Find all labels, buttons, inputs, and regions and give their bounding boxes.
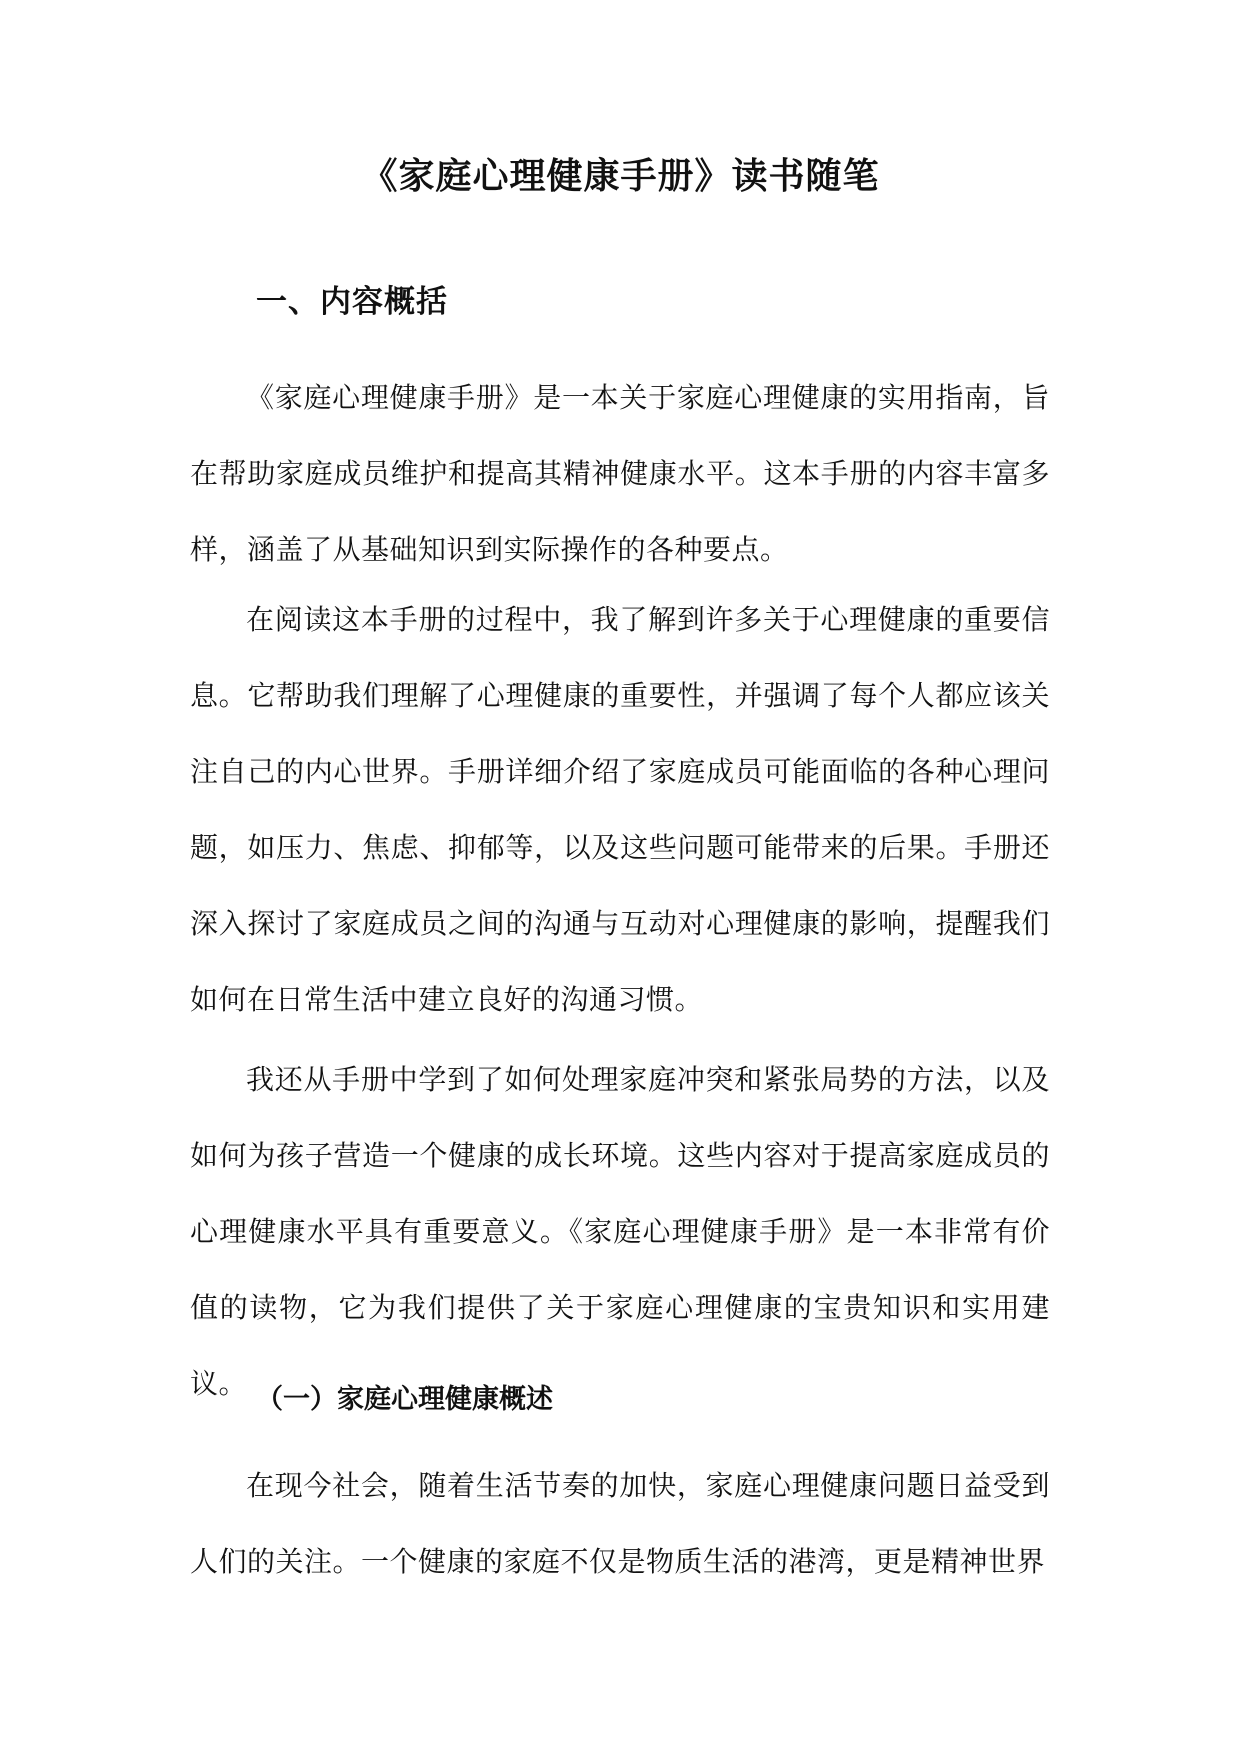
- body-paragraph: 《家庭心理健康手册》是一本关于家庭心理健康的实用指南，旨在帮助家庭成员维护和提高其精神健康水平。这本手册的内容丰富多样，涵盖了从基础知识到实际操作的各种要点。: [190, 381, 1050, 566]
- body-paragraph: 在现今社会，随着生活节奏的加快，家庭心理健康问题日益受到人们的关注。一个健康的家庭不仅是物质生活的港湾，更是精神世界: [190, 1469, 1050, 1578]
- body-paragraph: 我还从手册中学到了如何处理家庭冲突和紧张局势的方法，以及如何为孩子营造一个健康的成长环境。这些内容对于提高家庭成员的心理健康水平具有重要意义。《家庭心理健康手册》是一本非常有价值的读物，它为我们提供了关于家庭心理健康的宝贵知识和实用建议。: [190, 1063, 1050, 1400]
- document-title: 《家庭心理健康手册》读书随笔: [361, 155, 880, 197]
- subsection-heading-overview: （一）家庭心理健康概述: [256, 1384, 553, 1415]
- body-paragraph: 在阅读这本手册的过程中，我了解到许多关于心理健康的重要信息。它帮助我们理解了心理健康的重要性，并强调了每个人都应该关注自己的内心世界。手册详细介绍了家庭成员可能面临的各种心理问题，如压力、焦虑、抑郁等，以及这些问题可能带来的后果。手册还深入探讨了家庭成员之间的沟通与互动对心理健康的影响，提醒我们如何在日常生活中建立良好的沟通习惯。: [190, 603, 1050, 1016]
- section-heading-content-summary: 一、内容概括: [256, 284, 448, 320]
